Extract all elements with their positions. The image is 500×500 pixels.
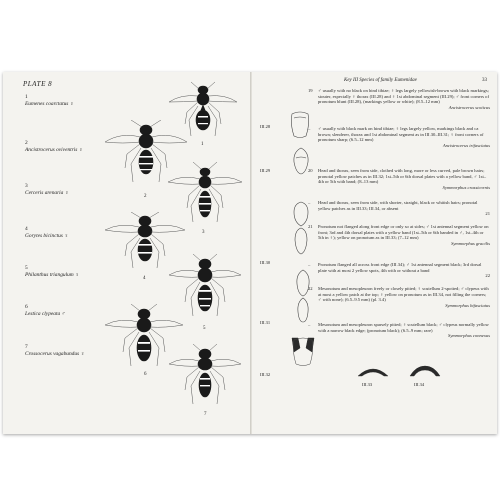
plate-entry — [25, 226, 68, 239]
key-couplet — [308, 200, 490, 217]
key-couplet — [308, 126, 490, 149]
entry-number: 3 — [25, 183, 28, 189]
plate-title: PLATE 8 — [23, 80, 53, 88]
figure-label: III.29 — [260, 168, 271, 173]
key-couplet — [308, 262, 490, 279]
key-couplet — [308, 88, 490, 111]
couplet-number: 21 — [308, 224, 313, 229]
species-name: Lestica clypeata ♂ — [25, 310, 66, 317]
species-name: Gorytes bicinctus ♀ — [25, 232, 69, 239]
figure-number: 7 — [204, 412, 207, 417]
entry-number: 1 — [25, 94, 28, 100]
entry-number: 4 — [25, 226, 28, 232]
couplet-text: Pronotum not flanged along front edge or only so at sides; ♂ 1st antennal segment yellow on front; 3rd and 4th dorsal plates with a yellow band (1st–5th or 6th banded in ♂, 1st–4th or 5th in ♀); yellow on pronotum as in III.33; (7–12 mm) — [318, 224, 489, 241]
abdomen-figure-iii29 — [290, 146, 312, 176]
couplet-number: – — [308, 322, 311, 327]
couplet-text: Head and thorax, seen from side, clothed with long, more or less curved, pale brown hairs; pronotal yellow patches as in III.32; 1st–5th or 6th dorsal plates with a yellow band, ♂ 1st–4th or 5th with band; (8–13 mm) — [318, 168, 487, 185]
species-result: Ancistrocerus trifasciatus — [442, 143, 490, 149]
right-page-key — [252, 72, 497, 434]
species-name: Eumenes coarctatus ♀ — [25, 100, 74, 107]
species-result: Symmorphus crassicornis — [442, 185, 490, 191]
couplet-number: – — [308, 200, 311, 205]
couplet-text: Head and thorax, seen from side, with shorter, straight, black or whitish hairs; pronotal yellow patches as in III.33; III.34, or absent — [318, 200, 478, 211]
left-page-plate — [3, 72, 250, 434]
figure-number: 3 — [202, 230, 205, 235]
key-couplet — [308, 168, 490, 191]
couplet-number: 20 — [308, 168, 313, 173]
figure-label: III.31 — [260, 320, 271, 325]
couplet-text: Pronotum flanged all across front edge (III.34); ♂ 1st antennal segment black; 3rd dorsal plate with at most 2 yellow spots, 4th with or without a band — [318, 262, 482, 273]
key-couplet — [308, 224, 490, 247]
plate-entry — [25, 140, 83, 153]
couplet-text: Mesonotum and mesopleuron freely or closely pitted; ♀ scutellum 2-spotted; ♂ clypeus with at most a yellow patch at the top; ♀ yellow on pronotum as in III.34, not filling the corners; ♂ with none); (6.5–9.5 mm) (pl. 3.4) — [318, 286, 489, 303]
entry-number: 2 — [25, 140, 28, 146]
plate-entry — [25, 344, 85, 357]
page-number: 33 — [482, 78, 487, 83]
pronotum-figure-iii28 — [288, 110, 312, 140]
couplet-number: – — [308, 126, 311, 131]
couplet-text: Mesonotum and mesopleuron sparsely pitted; ♀ scutellum black; ♂ clypeus normally yellow with a narrow black edge; (pronotum black); (6.5–9 mm; rare) — [318, 322, 489, 333]
figure-label: III.33 — [362, 382, 373, 387]
couplet-number: 22 — [308, 286, 313, 291]
figure-number: 5 — [203, 326, 206, 331]
species-result: Symmorphus bifasciatus — [445, 303, 490, 309]
figure-number: 4 — [143, 276, 146, 281]
species-name: Philanthus triangulum ♀ — [25, 271, 80, 278]
figure-label: III.32 — [260, 372, 271, 377]
species-name: Cerceris arenaria ♀ — [25, 189, 69, 196]
couplet-text: ♂ usually with no black on hind tibiae; ♀ legs largely yellowish-brown with black markings; stouter, especially ♀ thorax (III.28) and ♀ 1st abdominal segment (III.29); ♂ front corners of pronotum blunt (III.28), (markings yellow or white); (8.5–12 mm) — [318, 88, 490, 105]
figure-label: III.30 — [260, 260, 271, 265]
figure-label: III.28 — [260, 124, 271, 129]
key-couplet — [308, 286, 490, 309]
thorax-figure-iii30 — [290, 200, 312, 256]
running-head: Key III Species of family Eumenidae — [344, 78, 417, 83]
species-result: Symmorphus gracilis — [451, 241, 490, 247]
couplet-number: 19 — [308, 88, 313, 93]
species-result: Ancistrocerus scoticus — [448, 105, 490, 111]
abdomen-figure-iii31 — [292, 268, 314, 324]
entry-number: 6 — [25, 304, 28, 310]
key-couplet — [308, 322, 490, 339]
pronotum-figure-iii32 — [288, 334, 318, 368]
figure-number: 2 — [144, 194, 147, 199]
plate-entry — [25, 265, 79, 278]
goto-couplet: 22 — [485, 273, 490, 279]
wasp-illustration-7 — [165, 344, 245, 410]
couplet-text: ♂ usually with black mark on hind tibiae; ♀ legs largely yellow, markings black and ca brown; slenderer, thorax and 1st abdominal segment as in III.30–III.31; ♀ front corners of pronotum sharp; (6.5–12 mm) — [318, 126, 484, 143]
species-result: Symmorphus connexus — [448, 333, 490, 339]
plate-entry — [25, 94, 74, 107]
pronotum-figure-iii33 — [356, 364, 390, 378]
goto-couplet: 21 — [485, 211, 490, 217]
entry-number: 5 — [25, 265, 28, 271]
species-name: Crossocerus vagabundus ♀ — [25, 350, 85, 357]
open-book — [3, 72, 497, 434]
couplet-number: – — [308, 262, 311, 267]
species-name: Ancistrocerus oviventris ♀ — [25, 146, 83, 153]
figure-number: 1 — [201, 142, 204, 147]
figure-number: 6 — [144, 372, 147, 377]
figure-label: III.34 — [414, 382, 425, 387]
plate-entry — [25, 304, 66, 317]
entry-number: 7 — [25, 344, 28, 350]
plate-entry — [25, 183, 69, 196]
pronotum-figure-iii34 — [408, 364, 442, 378]
